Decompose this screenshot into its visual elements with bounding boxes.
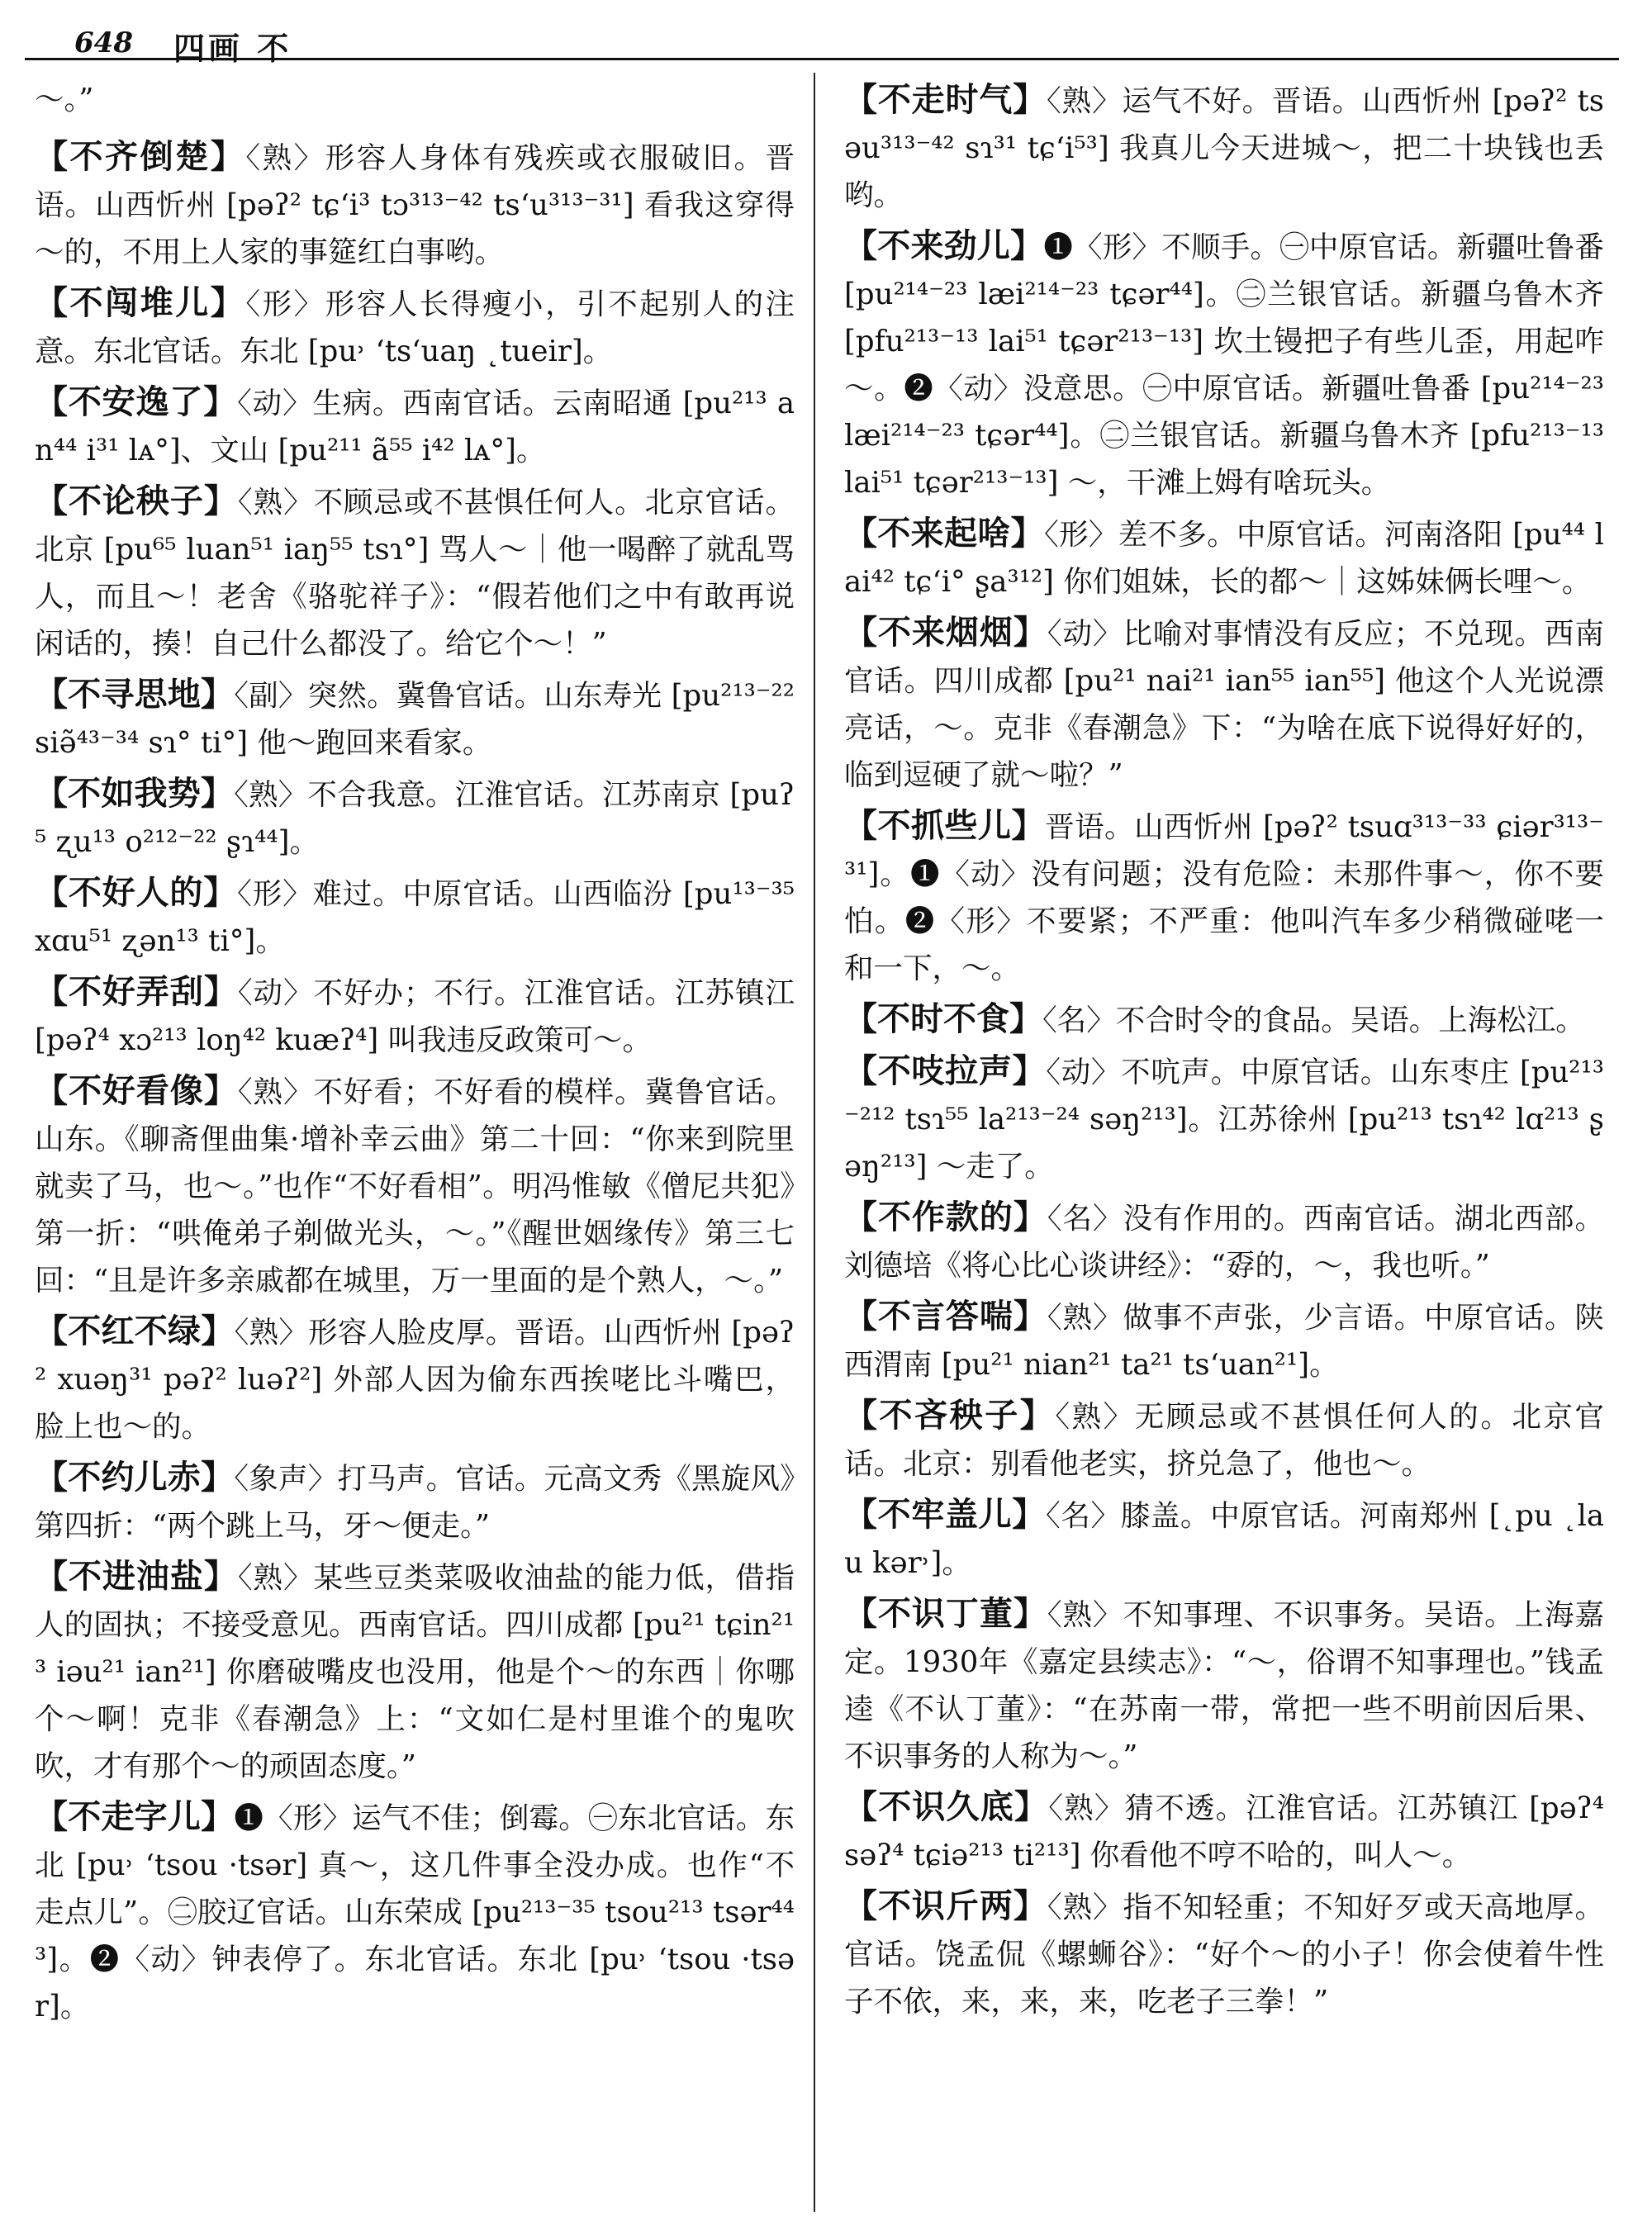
column-divider	[814, 73, 815, 2212]
dictionary-entry	[844, 1783, 1604, 1879]
entry-headword: 【不好看像】	[35, 1071, 238, 1110]
dictionary-entry	[35, 869, 795, 965]
dictionary-entry	[844, 609, 1604, 799]
entry-definition: 〈形〉形容人长得瘦小，引不起别人的注意。东北官话。东北 [pu˒ ʻtsʻuaŋ ˛tueir]。	[35, 287, 795, 368]
entry-definition: 〈动〉不好办；不行。江淮官话。江苏镇江 [pəʔ⁴ xɔ²¹³ loŋ⁴² kuæʔ⁴] 叫我违反政策可～。	[35, 976, 795, 1057]
page-number: 648	[74, 26, 133, 59]
entry-definition: 〈熟〉不知事理、不识事务。吴语。上海嘉定。1930年《嘉定县续志》：“～，俗谓不知事理也。”钱孟逵《不认丁董》：“在苏南一带，常把一些不明前因后果、不识事务的人称为～。”	[844, 1598, 1604, 1773]
right-entries	[844, 76, 1604, 2025]
entry-definition: 〈名〉膝盖。中原官话。河南郑州 [˛pu ˛lau kər˒]。	[844, 1499, 1604, 1580]
entry-headword: 【不作款的】	[844, 1198, 1047, 1236]
entry-definition: 〈名〉不合时令的食品。吴语。上海松江。	[1042, 1004, 1585, 1037]
entry-headword: 【不牢盖儿】	[844, 1495, 1046, 1534]
entry-headword: 【不识丁董】	[844, 1594, 1047, 1633]
entry-headword: 【不识久底】	[844, 1787, 1049, 1826]
dictionary-entry	[35, 477, 795, 667]
dictionary-entry	[35, 1067, 795, 1304]
entry-headword: 【不好弄刮】	[35, 972, 238, 1011]
entry-definition: 〈熟〉指不知轻重；不知好歹或天高地厚。官话。饶孟侃《螺蛳谷》：“好个～的小子！你会使着牛性子不依，来，来，来，吃老子三拳！”	[844, 1891, 1604, 2019]
entry-definition: 〈熟〉某些豆类菜吸收油盐的能力低，借指人的固执；不接受意见。西南官话。四川成都 [pu²¹ tɕin²¹³ iəu²¹ ian²¹] 你磨破嘴皮也没用，他是个～的东西｜你哪个～啊！克非《春潮急》上：“文如仁是村里谁个的鬼吹吹，才有那个～的顽固态度。”	[35, 1561, 795, 1783]
entry-definition: 〈熟〉不合我意。江淮官话。江苏南京 [puʔ⁵ ʐu¹³ o²¹²⁻²² ʂɿ⁴⁴]。	[35, 778, 795, 859]
entry-definition: 晋语。山西忻州 [pəʔ² tsuɑ³¹³⁻³³ ɕiər³¹³⁻³¹]。❶〈动〉没有问题；没有危险：未那件事～，你不要怕。❷〈形〉不要紧；不严重：他叫汽车多少稍微碰咾一和一下，～。	[844, 810, 1604, 985]
entry-definition: 〈动〉生病。西南官话。云南昭通 [pu²¹³ an⁴⁴ i³¹ lᴀ°]、文山 [pu²¹¹ ã⁵⁵ i⁴² lᴀ°]。	[35, 387, 795, 467]
entry-definition: 〈熟〉形容人脸皮厚。晋语。山西忻州 [pəʔ² xuəŋ³¹ pəʔ² luəʔ²] 外部人因为偷东西挨咾比斗嘴巴，脸上也～的。	[35, 1316, 795, 1444]
dictionary-entry	[35, 1307, 795, 1450]
dictionary-entry	[844, 1491, 1604, 1587]
entry-headword: 【不安逸了】	[35, 382, 238, 421]
entry-headword: 【不识斤两】	[844, 1886, 1047, 1925]
dictionary-entry	[844, 1047, 1604, 1190]
left-entries	[35, 133, 795, 2030]
entry-headword: 【不好人的】	[35, 873, 238, 912]
dictionary-entry	[35, 671, 795, 766]
left-column	[35, 76, 795, 2215]
dictionary-entry	[35, 133, 795, 276]
entry-headword: 【不来劲儿】	[844, 226, 1044, 265]
dictionary-entry	[844, 1293, 1604, 1388]
entry-definition: 〈形〉难过。中原官话。山西临汾 [pu¹³⁻³⁵ xɑu⁵¹ ʐən¹³ ti°]。	[35, 877, 795, 958]
entry-headword: 【不走时气】	[844, 80, 1047, 119]
entry-definition: 〈熟〉不好看；不好看的模样。冀鲁官话。山东。《聊斋俚曲集·增补幸云曲》第二十回：“你来到院里就卖了马，也～。”也作“不好看相”。明冯惟敏《僧尼共犯》第一折：“哄俺弟子剃做光头，～。”《醒世姻缘传》第三七回：“且是许多亲戚都在城里，万一里面的是个熟人，～。”	[35, 1075, 795, 1298]
header-rule	[25, 58, 1619, 60]
entry-definition: 〈熟〉不顾忌或不甚惧任何人。北京官话。北京 [pu⁶⁵ luan⁵¹ iaŋ⁵⁵ tsɿ°] 骂人～｜他一喝醉了就乱骂人，而且～！老舍《骆驼祥子》：“假若他们之中有敢再说闲话的，揍！自己什么都没了。给它个～！”	[35, 486, 795, 661]
entry-headword: 【不吱拉声】	[844, 1051, 1047, 1090]
entry-definition: 〈名〉没有作用的。西南官话。湖北西部。刘德培《将心比心谈讲经》：“孬的，～，我也听。”	[844, 1202, 1604, 1283]
entry-headword: 【不抓些儿】	[844, 806, 1046, 845]
entry-definition: ❶〈形〉不顺手。㊀中原官话。新疆吐鲁番 [pu²¹⁴⁻²³ læi²¹⁴⁻²³ tɕər⁴⁴]。㊁兰银官话。新疆乌鲁木齐 [pfu²¹³⁻¹³ lai⁵¹ tɕər²¹³⁻¹³] 坎土镘把子有些儿歪，用起咋～。❷〈动〉没意思。㊀中原官话。新疆吐鲁番 [pu²¹⁴⁻²³ læi²¹⁴⁻²³ tɕər⁴⁴]。㊁兰银官话。新疆乌鲁木齐 [pfu²¹³⁻¹³ lai⁵¹ tɕər²¹³⁻¹³] ～，干滩上姆有啥玩头。	[844, 230, 1604, 500]
entry-headword: 【不言答喘】	[844, 1297, 1047, 1336]
entry-headword: 【不寻思地】	[35, 675, 235, 714]
dictionary-entry	[844, 1193, 1604, 1289]
entry-definition: 〈熟〉运气不好。晋语。山西忻州 [pəʔ² tsəu³¹³⁻⁴² sɿ³¹ tɕʻi⁵³] 我真儿今天进城～，把二十块钱也丢哟。	[844, 84, 1604, 212]
right-column	[844, 76, 1604, 2215]
dictionary-entry	[844, 222, 1604, 506]
dictionary-entry	[844, 76, 1604, 219]
entry-headword: 【不如我势】	[35, 774, 235, 813]
dictionary-entry	[844, 510, 1604, 605]
entry-headword: 【不闯堆儿】	[35, 283, 246, 322]
dictionary-entry	[35, 1454, 795, 1549]
entry-definition: 〈熟〉无顾忌或不甚惧任何人的。北京官话。北京：别看他老实，挤兑急了，他也～。	[844, 1400, 1604, 1481]
dictionary-entry	[35, 770, 795, 866]
entry-definition: 〈熟〉形容人身体有残疾或衣服破旧。晋语。山西忻州 [pəʔ² tɕʻi³ tɔ³¹³⁻⁴² tsʻu³¹³⁻³¹] 看我这穿得～的，不用上人家的事筵红白事哟。	[35, 141, 795, 269]
entry-headword: 【不走字儿】	[35, 1797, 235, 1836]
entry-definition: 〈形〉差不多。中原官话。河南洛阳 [pu⁴⁴ lai⁴² tɕʻi° ʂa³¹²] 你们姐妹，长的都～｜这姊妹俩长哩～。	[844, 518, 1604, 599]
entry-headword: 【不吝秧子】	[844, 1396, 1056, 1435]
entry-headword: 【不时不食】	[844, 999, 1042, 1038]
entry-definition: 〈副〉突然。冀鲁官话。山东寿光 [pu²¹³⁻²² siə̃⁴³⁻³⁴ sɿ° ti°] 他～跑回来看家。	[35, 679, 795, 760]
dictionary-entry	[844, 995, 1604, 1044]
dictionary-entry	[844, 1590, 1604, 1780]
continuation-text: ～。”	[35, 83, 94, 116]
dictionary-entry	[35, 279, 795, 375]
entry-headword: 【不来烟烟】	[844, 613, 1047, 652]
dictionary-entry	[35, 1793, 795, 2030]
entry-headword: 【不红不绿】	[35, 1312, 235, 1350]
entry-definition: ❶〈形〉运气不佳；倒霉。㊀东北官话。东北 [pu˒ ʻtsou ·tsər] 真～，这几件事全没办成。也作“不走点儿”。㊁胶辽官话。山东荣成 [pu²¹³⁻³⁵ tsou²¹³ tsər⁴⁴³]。❷〈动〉钟表停了。东北官话。东北 [pu˒ ʻtsou ·tsər]。	[35, 1801, 795, 2024]
dictionary-entry	[35, 378, 795, 474]
entry-definition: 〈动〉比喻对事情没有反应；不兑现。西南官话。四川成都 [pu²¹ nai²¹ ian⁵⁵ ian⁵⁵] 他这个人光说漂亮话，～。克非《春潮急》下：“为啥在底下说得好好的，临到逗硬了就～啦？”	[844, 617, 1604, 792]
dictionary-entry	[844, 802, 1604, 992]
dictionary-entry	[844, 1392, 1604, 1487]
entry-definition: 〈象声〉打马声。官话。元高文秀《黑旋风》第四折：“两个跳上马，牙～便走。”	[35, 1462, 795, 1543]
entry-definition: 〈熟〉猜不透。江淮官话。江苏镇江 [pəʔ⁴ səʔ⁴ tɕiə²¹³ ti²¹³] 你看他不哼不哈的，叫人～。	[844, 1791, 1604, 1872]
entry-headword: 【不论秧子】	[35, 482, 238, 520]
entry-headword: 【不齐倒楚】	[35, 137, 246, 176]
dictionary-entry	[35, 968, 795, 1064]
section-title: 四画 不	[173, 30, 292, 67]
entry-definition: 〈熟〉做事不声张，少言语。中原官话。陕西渭南 [pu²¹ nian²¹ ta²¹ tsʻuan²¹]。	[844, 1301, 1604, 1382]
entry-definition: 〈动〉不吭声。中原官话。山东枣庄 [pu²¹³⁻²¹² tsɿ⁵⁵ la²¹³⁻²⁴ səŋ²¹³]。江苏徐州 [pu²¹³ tsɿ⁴² lɑ²¹³ ʂəŋ²¹³] ～走了。	[844, 1056, 1604, 1184]
entry-headword: 【不约儿赤】	[35, 1458, 235, 1497]
entry-headword: 【不来起啥】	[844, 514, 1044, 553]
dictionary-entry	[844, 1882, 1604, 2025]
dictionary-entry	[35, 1553, 795, 1790]
entry-headword: 【不进油盐】	[35, 1557, 238, 1596]
